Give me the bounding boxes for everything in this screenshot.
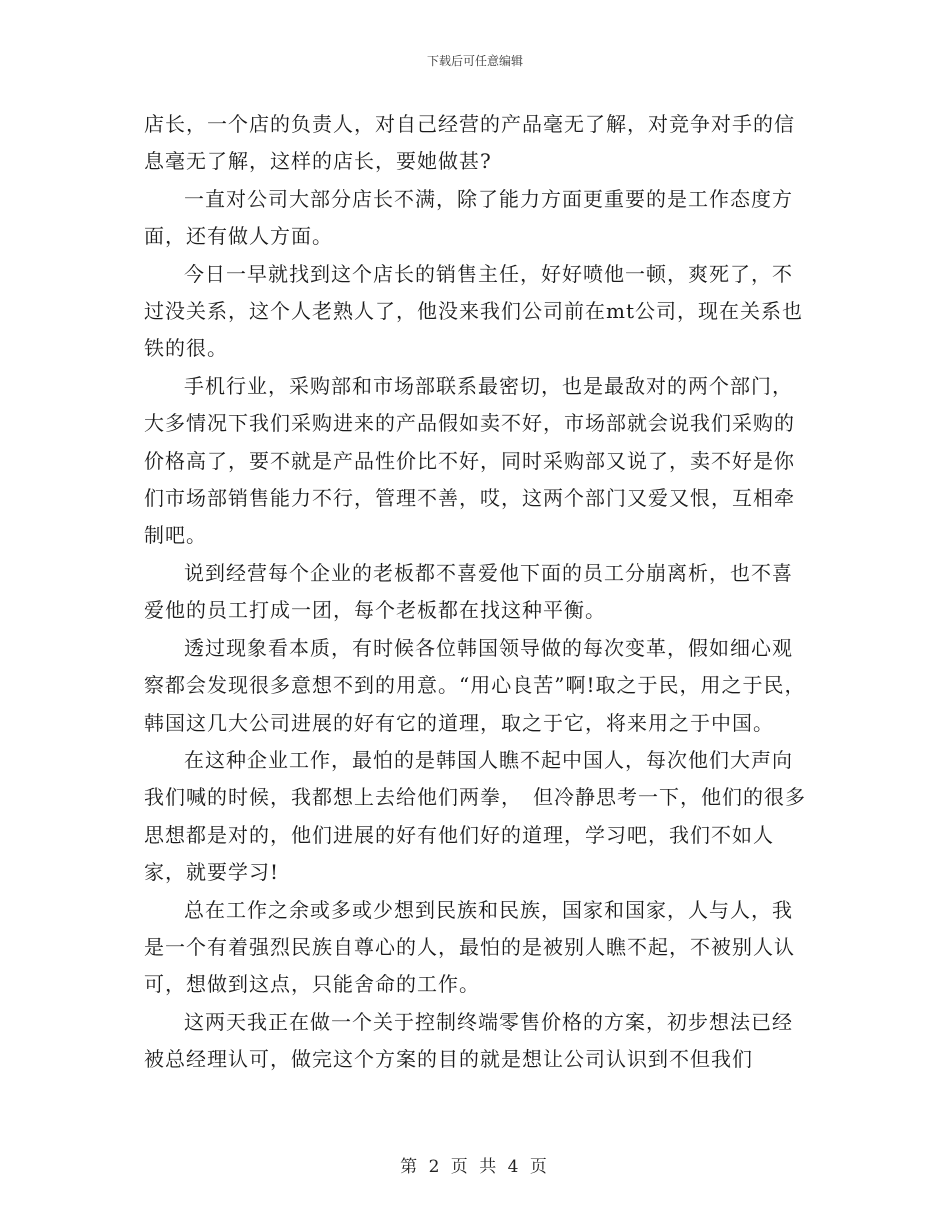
- paragraph-3: 今日一早就找到这个店长的销售主任，好好喷他一顿，爽死了，不过没关系，这个人老熟人了，他没来我们公司前在mt公司，现在关系也铁的很。: [144, 261, 804, 361]
- paragraph-1: 店长，一个店的负责人，对自己经营的产品毫无了解，对竞争对手的信息毫无了解，这样的店长，要她做甚?: [144, 112, 795, 174]
- document-body: [144, 106, 808, 1079]
- paragraph-6: 透过现象看本质，有时候各位韩国领导做的每次变革，假如细心观察都会发现很多意想不到的用意。“用心良苦”啊!取之于民，用之于民，韩国这几大公司进展的好有它的道理，取之于它，将来用之于中国。: [144, 635, 806, 735]
- paragraph-8: 总在工作之余或多或少想到民族和民族，国家和国家，人与人，我是一个有着强烈民族自尊心的人，最怕的是被别人瞧不起，不被别人认可，想做到这点，只能舍命的工作。: [144, 897, 795, 997]
- page-header: 下载后可任意编辑: [426, 54, 523, 68]
- paragraph-4: 手机行业，采购部和市场部联系最密切，也是最敌对的两个部门，大多情况下我们采购进来的产品假如卖不好，市场部就会说我们采购的价格高了，要不就是产品性价比不好，同时采购部又说了，卖不好是你们市场部销售能力不行，管理不善，哎，这两个部门又爱又恨，互相牵制吧。: [144, 373, 795, 548]
- paragraph-9: 这两天我正在做一个关于控制终端零售价格的方案，初步想法已经被总经理认可，做完这个方案的目的就是想让公司认识到不但我们: [144, 1009, 793, 1072]
- page-number: 第 2 页 共 4 页: [400, 1157, 550, 1177]
- paragraph-2: 一直对公司大部分店长不满，除了能力方面更重要的是工作态度方面，还有做人方面。: [144, 186, 793, 249]
- paragraph-7: 在这种企业工作，最怕的是韩国人瞧不起中国人，每次他们大声向我们喊的时候，我都想上去给他们两拳， 但冷静思考一下，他们的很多思想都是对的，他们进展的好有他们好的道理，学习吧，我们不如人家，就要学习!: [144, 747, 806, 885]
- paragraph-5: 说到经营每个企业的老板都不喜爱他下面的员工分崩离析，也不喜爱他的员工打成一团，每个老板都在找这种平衡。: [144, 560, 793, 623]
